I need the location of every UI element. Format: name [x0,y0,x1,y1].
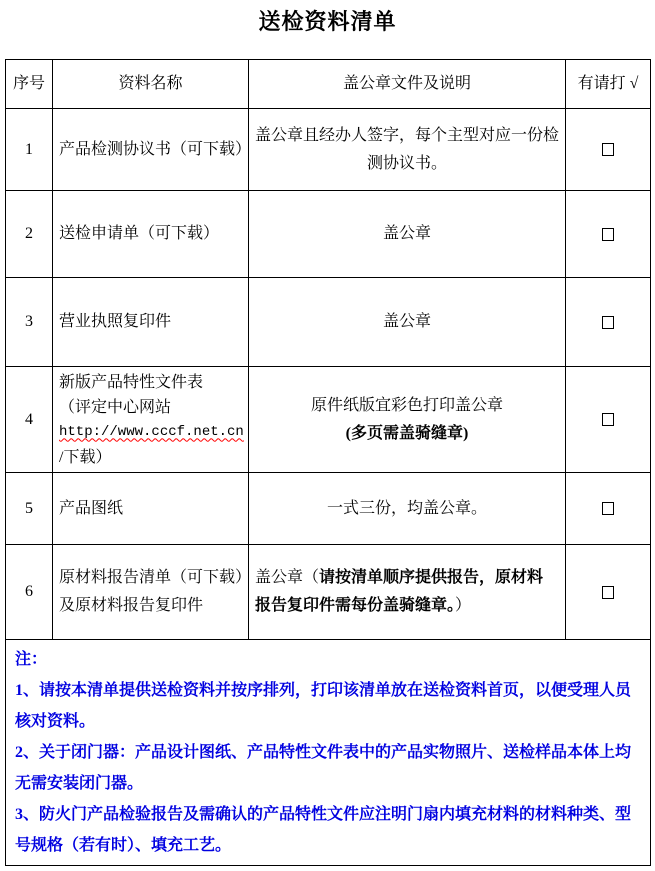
table-row-5 [6,473,651,545]
checkbox-cell [566,473,651,545]
row-number-cell: 3 [6,278,53,367]
seal-instruction-prefix: 盖公章（ [255,569,320,586]
material-name-cell: 送检申请单（可下载） [53,191,249,278]
seal-instruction-cell: 盖公章 [249,191,566,278]
checkbox[interactable] [602,586,614,599]
seal-instruction-cell [249,367,566,473]
col-header-name: 资料名称 [53,60,249,109]
table-row-1 [6,109,651,191]
header-row [6,60,651,109]
col-header-no: 序号 [6,60,53,109]
col-header-desc: 盖公章文件及说明 [249,60,566,109]
checkbox[interactable] [602,143,614,156]
note-item: 1、请按本清单提供送检资料并按序排列，打印该清单放在送检资料首页，以便受理人员核对资料。 [15,682,632,730]
seal-instruction-cell: 盖公章且经办人签字，每个主型对应一份检测协议书。 [249,109,566,191]
seal-instruction-line: 原件纸版宜彩色打印盖公章 [310,396,503,414]
row-number-cell: 1 [6,109,53,191]
row-number-cell: 6 [6,545,53,640]
seal-instruction-cell [249,545,566,640]
note-item: 3、防火门产品检验报告及需确认的产品特性文件应注明门扇内填充材料的材料种类、型号规格（若有时）、填充工艺。 [15,806,632,854]
cccf-url: http://www.cccf.net.cn [59,423,244,440]
checkbox-cell [566,109,651,191]
notes-row [6,640,651,866]
table-row-3 [6,278,651,367]
checkbox[interactable] [602,413,614,426]
row-number-cell: 4 [6,367,53,473]
material-name-line: 原材料报告清单（可下载） [59,569,252,586]
seal-instruction-bold-line: (多页需盖骑缝章) [345,424,469,442]
material-name-cell: 产品图纸 [53,473,249,545]
seal-instruction-bold: 请按清单顺序提供报告，原材料报告复印件需每份盖骑缝章。 [255,569,544,614]
material-name-line: 新版产品特性文件表 [59,373,204,391]
col-header-check: 有请打 √ [566,60,651,109]
checkbox[interactable] [602,502,614,515]
material-name-line: （评定中心网站 [59,398,172,416]
material-name-line: 及原材料报告复印件 [59,597,204,614]
checkbox[interactable] [602,228,614,241]
checkbox[interactable] [602,316,614,329]
materials-table [5,59,651,866]
seal-instruction-cell: 盖公章 [249,278,566,367]
table-row-2 [6,191,651,278]
material-name-cell [53,367,249,473]
checkbox-cell [566,545,651,640]
notes-section [6,640,651,866]
row-number-cell: 5 [6,473,53,545]
notes-label: 注： [15,651,48,668]
material-name-cell: 产品检测协议书（可下载） [53,109,249,191]
material-name-line: /下载） [59,448,112,466]
seal-instruction-suffix: ） [455,597,472,614]
checkbox-cell [566,191,651,278]
seal-instruction-cell: 一式三份，均盖公章。 [249,473,566,545]
row-number-cell: 2 [6,191,53,278]
document-title: 送检资料清单 [258,9,397,34]
checkbox-cell [566,367,651,473]
table-row-6 [6,545,651,640]
material-name-cell [53,545,252,640]
material-name-cell: 营业执照复印件 [53,278,249,367]
note-item: 2、关于闭门器：产品设计图纸、产品特性文件表中的产品实物照片、送检样品本体上均无需安装闭门器。 [15,744,632,792]
checkbox-cell [566,278,651,367]
table-row-4 [6,367,651,473]
